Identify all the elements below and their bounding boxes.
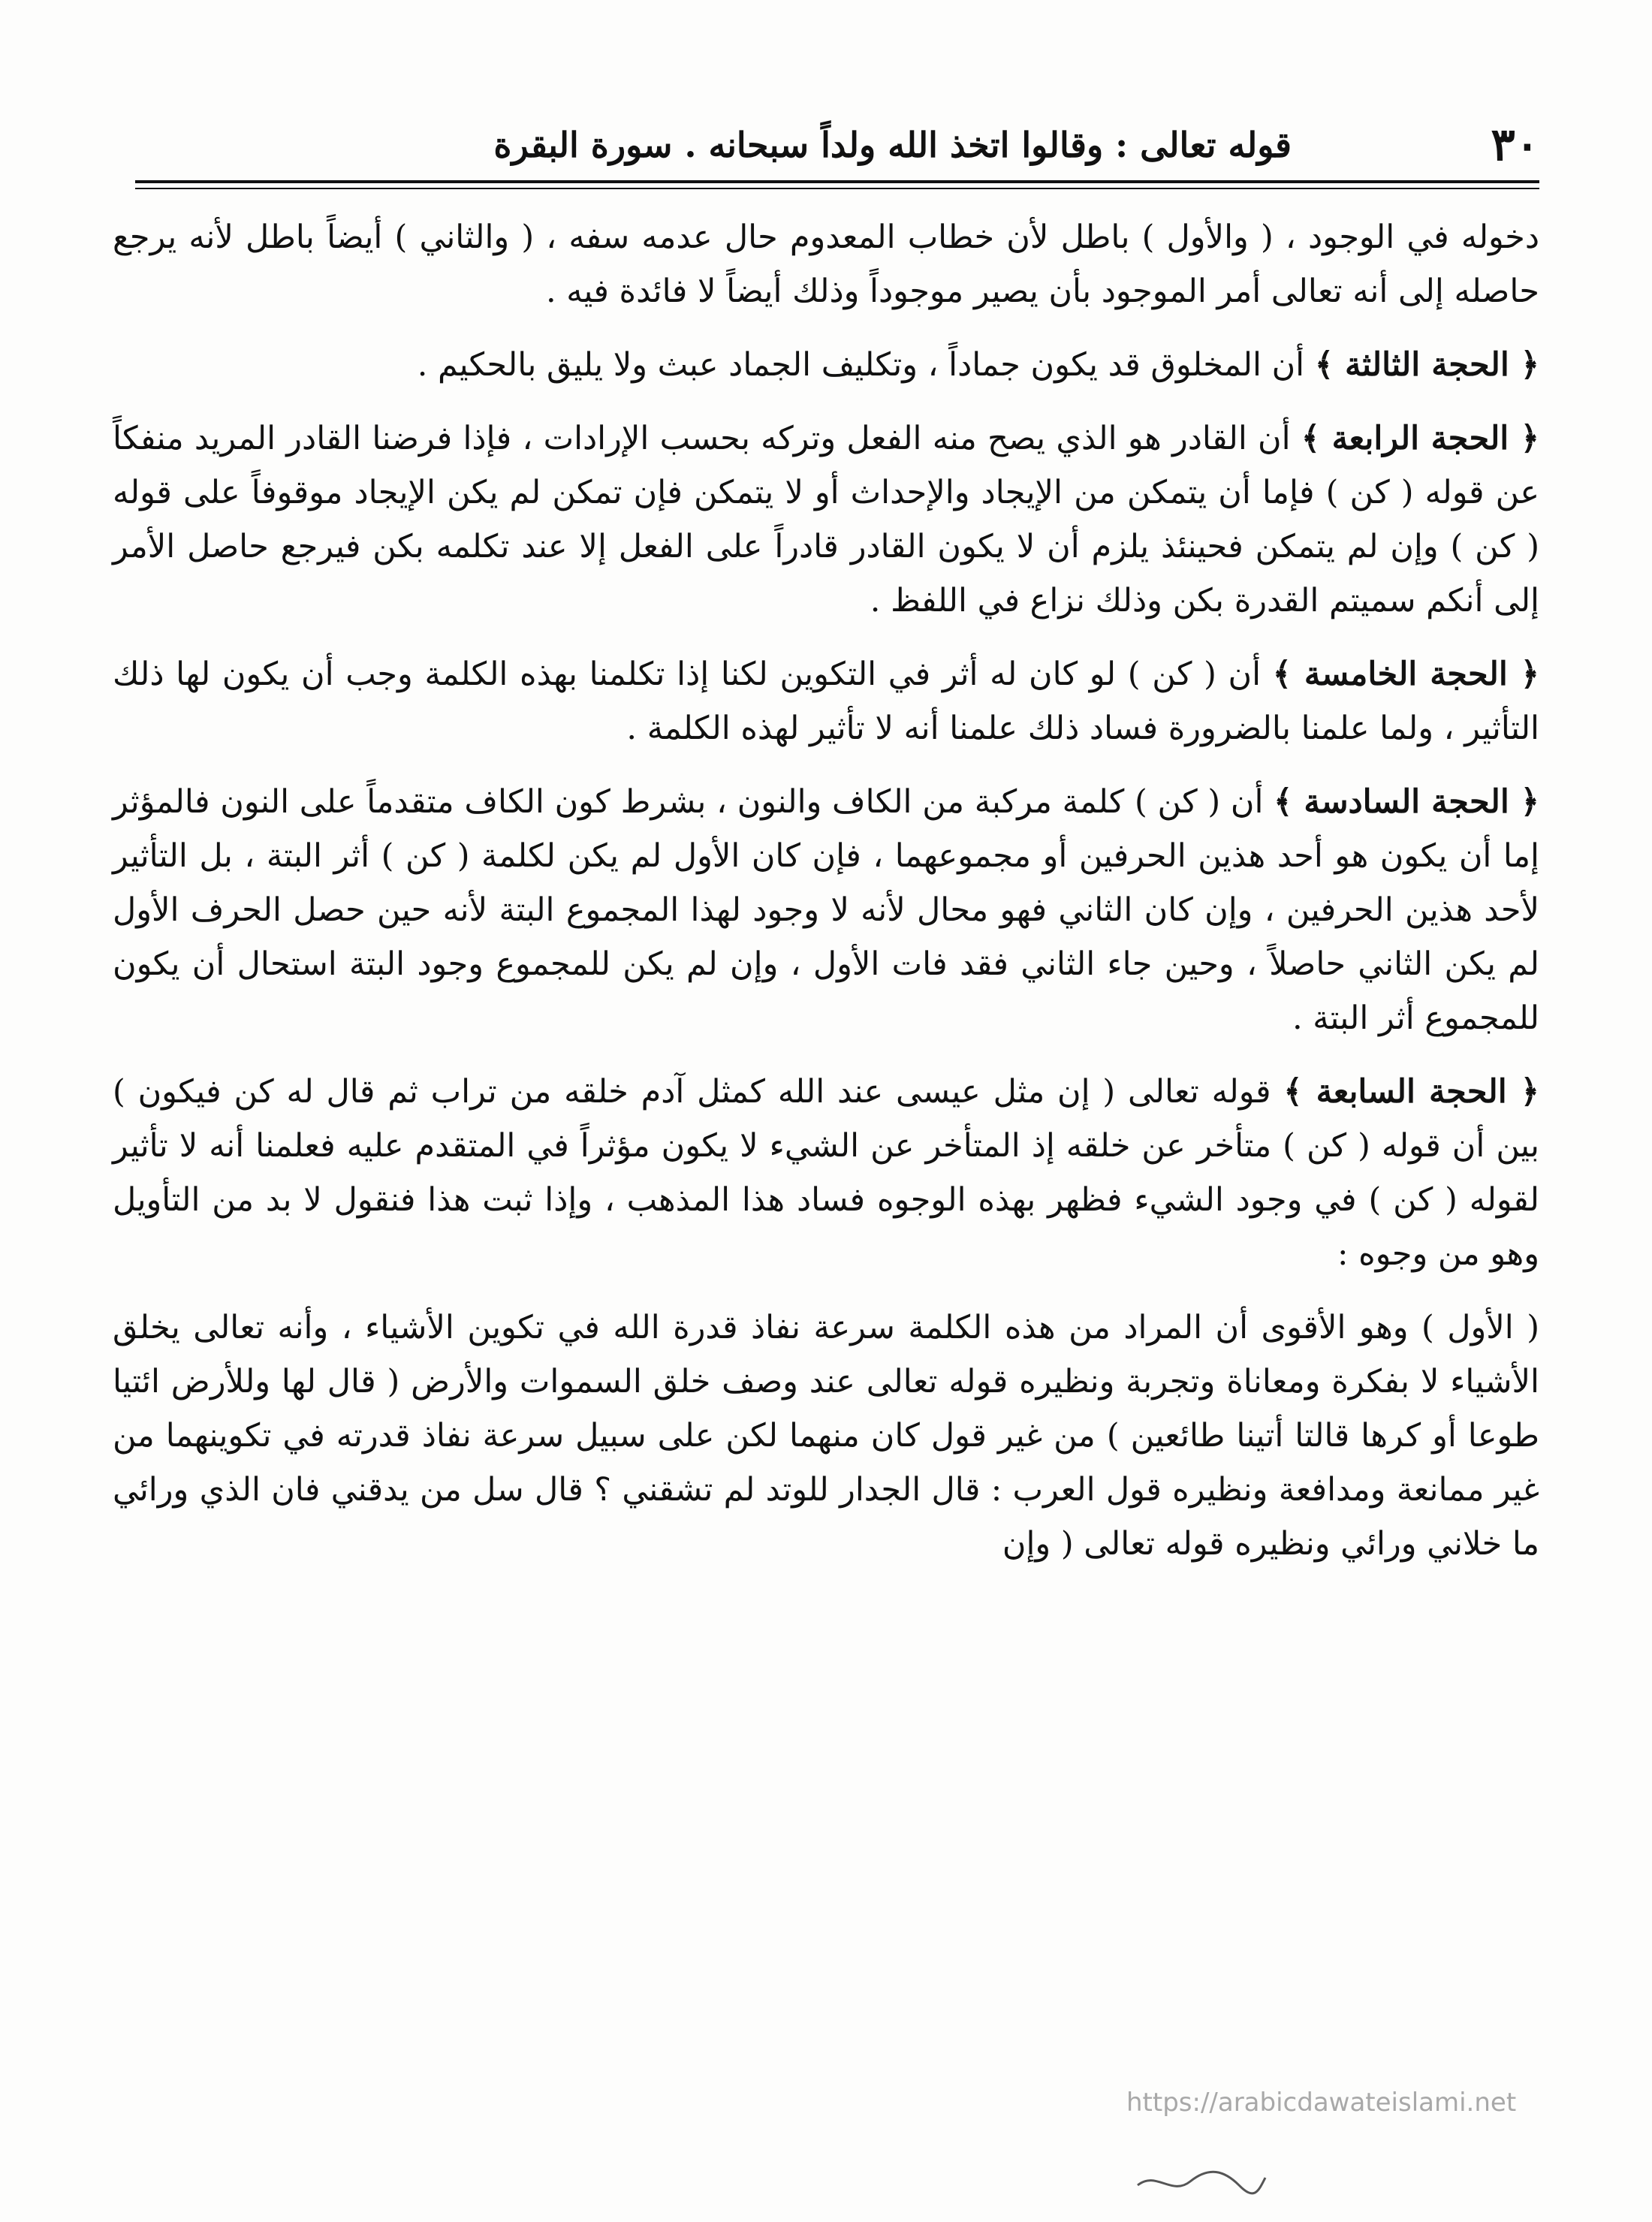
paragraph-heading: ﴿ الحجة الثالثة ﴾ xyxy=(1314,346,1539,384)
header-rule xyxy=(135,180,1539,183)
paragraph-text: أن ( كن ) كلمة مركبة من الكاف والنون ، بشرط كون الكاف متقدماً على النون فالمؤثر إما أن يكون هو أحد هذين الحرفين أو مجموعهما ، فإن كان الأول لم يكن لكلمة ( كن ) أثر البتة ، بل التأثير لأحد هذين الحرفين ، وإن كان الثاني فهو محال لأنه لا وجود لهذا المجموع البتة لأنه حين حصل الحرف الأول لم يكن الثاني حاصلاً ، وحين جاء الثاني فقد فات الأول ، وإن لم يكن للمجموع وجود البتة استحال أن يكون للمجموع أثر البتة . xyxy=(113,783,1539,1037)
paragraph-1 xyxy=(113,210,1539,318)
paragraph-fourth-argument xyxy=(113,412,1539,628)
paragraph-text: أن ( كن ) لو كان له أثر في التكوين لكنا إذا تكلمنا بهذه الكلمة وجب أن يكون لها ذلك التأثير ، ولما علمنا بالضرورة فساد ذلك علمنا أنه لا تأثير لهذه الكلمة . xyxy=(113,656,1539,747)
paragraph-text: أن القادر هو الذي يصح منه الفعل وتركه بحسب الإرادات ، فإذا فرضنا القادر المريد منفكاً عن قوله ( كن ) فإما أن يتمكن من الإيجاد والإحداث أو لا يتمكن فإن تمكن لم يكن الإيجاد موقوفاً على قوله ( كن ) وإن لم يتمكن فحينئذ يلزم أن لا يكون القادر قادراً على الفعل إلا عند تكلمه بكن فيرجع حاصل الأمر إلى أنكم سميتم القدرة بكن وذلك نزاع في اللفظ . xyxy=(113,420,1539,620)
header-rule-thin xyxy=(135,188,1539,189)
paragraph-third-argument xyxy=(113,338,1539,392)
body-text xyxy=(113,210,1539,1590)
paragraph-text: أن المخلوق قد يكون جماداً ، وتكليف الجماد عبث ولا يليق بالحكيم . xyxy=(417,346,1305,384)
running-title: قوله تعالى : وقالوا اتخذ الله ولداً سبحانه . سورة البقرة xyxy=(493,125,1292,165)
paragraph-text: قوله تعالى ( إن مثل عيسى عند الله كمثل آدم خلقه من تراب ثم قال له كن فيكون ) بين أن قوله ( كن ) متأخر عن خلقه إذ المتأخر عن الشيء لا يكون مؤثراً في المتقدم عليه فعلمنا أنه لا تأثير لقوله ( كن ) في وجود الشيء فظهر بهذه الوجوه فساد هذا المذهب ، وإذا ثبت هذا فنقول لا بد من التأويل وهو من وجوه : xyxy=(113,1073,1539,1273)
paragraph-heading: ﴿ الحجة الخامسة ﴾ xyxy=(1272,656,1539,693)
paragraph-heading: ﴿ الحجة الرابعة ﴾ xyxy=(1301,420,1539,457)
paragraph-fifth-argument xyxy=(113,647,1539,755)
paragraph-text: ( الأول ) وهو الأقوى أن المراد من هذه الكلمة سرعة نفاذ قدرة الله في تكوين الأشياء ، وأنه تعالى يخلق الأشياء لا بفكرة ومعاناة وتجربة ونظيره قوله تعالى عند وصف خلق السموات والأرض ( قال لها وللأرض ائتيا طوعا أو كرها قالتا أتينا طائعين ) من غير قول كان منهما لكن على سبيل سرعة نفاذ قدرته في تكوينهما من غير ممانعة ومدافعة ونظيره قول العرب : قال الجدار للوتد لم تشقني ؟ قال سل من يدقني فان الذي ورائي ما خلاني ورائي ونظيره قوله تعالى ( وإن xyxy=(113,1309,1539,1563)
page-header xyxy=(135,113,1539,177)
paragraph-sixth-argument xyxy=(113,775,1539,1045)
watermark-url: https://arabicdawateislami.net xyxy=(1126,2088,1517,2118)
paragraph-first-interpretation xyxy=(113,1301,1539,1571)
paragraph-seventh-argument xyxy=(113,1065,1539,1281)
paragraph-heading: ﴿ الحجة السابعة ﴾ xyxy=(1283,1073,1539,1111)
paragraph-text: دخوله في الوجود ، ( والأول ) باطل لأن خطاب المعدوم حال عدمه سفه ، ( والثاني ) أيضاً باطل لأنه يرجع حاصله إلى أنه تعالى أمر الموجود بأن يصير موجوداً وذلك أيضاً لا فائدة فيه . xyxy=(113,219,1539,310)
paragraph-heading: ﴿ الحجة السادسة ﴾ xyxy=(1274,783,1539,821)
page-number: ٣٠ xyxy=(1491,119,1539,171)
handwritten-scribble xyxy=(1134,2155,1269,2208)
